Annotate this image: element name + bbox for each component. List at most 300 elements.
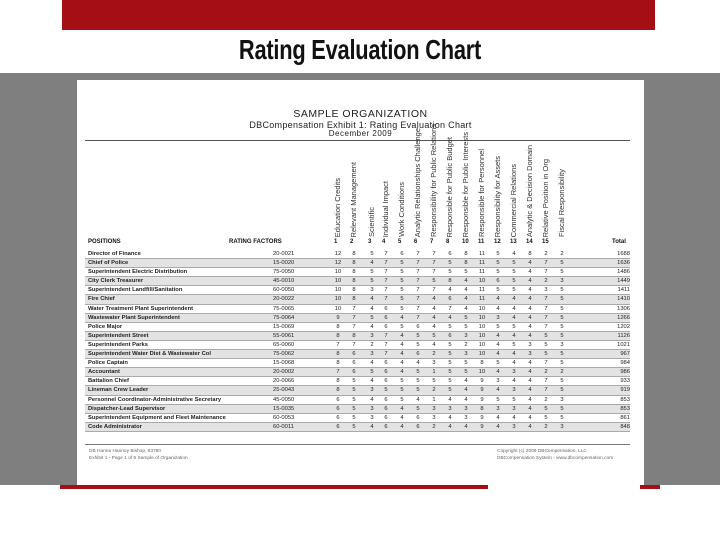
row-total: 853 <box>620 396 630 403</box>
position-code: 15-0035 <box>273 405 295 412</box>
factor-value: 9 <box>480 414 484 421</box>
position-code: 20-0002 <box>273 369 295 376</box>
factor-value: 5 <box>512 269 516 276</box>
factor-value: 5 <box>512 323 516 330</box>
factor-value: 8 <box>464 251 468 257</box>
factor-value: 4 <box>512 305 516 312</box>
factor-value: 4 <box>464 305 468 312</box>
factor-value: 4 <box>400 369 404 376</box>
factor-value: 2 <box>464 341 468 348</box>
factor-value: 4 <box>528 323 532 330</box>
factor-value: 6 <box>384 414 388 421</box>
factor-value: 5 <box>352 396 356 403</box>
rating-factors-header: RATING FACTORS <box>229 239 282 245</box>
factor-value: 4 <box>432 323 436 330</box>
factor-value: 4 <box>370 260 374 267</box>
factor-value: 8 <box>480 405 484 412</box>
position-code: 60-0053 <box>273 414 295 421</box>
factor-value: 5 <box>544 414 548 421</box>
factor-value: 8 <box>480 360 484 367</box>
factor-number: 11 <box>478 239 485 245</box>
factor-value: 5 <box>512 278 516 285</box>
factor-value: 5 <box>448 341 452 348</box>
factor-value: 5 <box>560 287 564 294</box>
factor-number: 2 <box>350 239 354 245</box>
factor-value: 4 <box>528 314 532 321</box>
factor-value: 10 <box>334 278 342 285</box>
factor-value: 3 <box>560 278 564 285</box>
factor-value: 5 <box>496 323 500 330</box>
factor-value: 4 <box>464 396 468 403</box>
table-row <box>85 314 630 323</box>
factor-value: 4 <box>528 405 532 412</box>
factor-value: 7 <box>416 260 420 267</box>
factor-value: 5 <box>512 287 516 294</box>
factor-value: 6 <box>336 396 340 403</box>
factor-value: 7 <box>416 269 420 276</box>
factor-value: 2 <box>432 387 436 394</box>
factor-value: 4 <box>528 369 532 376</box>
factor-value: 7 <box>336 341 340 348</box>
factor-value: 4 <box>400 405 404 412</box>
factor-value: 4 <box>528 360 532 367</box>
table-row <box>85 405 630 414</box>
factor-value: 7 <box>384 251 388 257</box>
factor-number: 3 <box>368 239 372 245</box>
factor-value: 4 <box>528 423 532 430</box>
factor-value: 2 <box>432 351 436 358</box>
factor-value: 8 <box>352 278 356 285</box>
factor-label: Relevant Management <box>349 161 358 237</box>
position-name: Personnel Coordinator-Administrative Secretary <box>88 396 222 403</box>
factor-value: 7 <box>384 332 388 339</box>
factor-value: 4 <box>528 269 532 276</box>
factor-value: 8 <box>352 332 356 339</box>
position-code: 15-0020 <box>273 260 295 267</box>
factor-label: Individual Impact <box>381 180 390 237</box>
factor-value: 5 <box>400 323 404 330</box>
row-total: 984 <box>620 360 630 367</box>
factor-value: 3 <box>464 351 468 358</box>
factor-value: 9 <box>480 423 484 430</box>
factor-value: 5 <box>496 396 500 403</box>
factor-value: 9 <box>480 387 484 394</box>
factor-value: 4 <box>370 378 374 385</box>
position-code: 55-0061 <box>273 332 295 339</box>
factor-value: 6 <box>400 251 404 257</box>
factor-value: 6 <box>384 405 388 412</box>
factor-value: 7 <box>416 296 420 303</box>
factor-value: 5 <box>370 278 374 285</box>
factor-value: 12 <box>334 251 342 257</box>
factor-value: 6 <box>336 405 340 412</box>
factor-value: 4 <box>464 278 468 285</box>
factor-value: 4 <box>496 351 500 358</box>
position-code: 15-0069 <box>273 323 295 330</box>
factor-value: 7 <box>432 260 436 267</box>
factor-value: 4 <box>528 378 532 385</box>
factor-value: 5 <box>448 387 452 394</box>
factor-number: 15 <box>542 239 549 245</box>
factor-value: 3 <box>370 414 374 421</box>
factor-value: 5 <box>464 314 468 321</box>
factor-value: 4 <box>496 369 500 376</box>
factor-value: 7 <box>544 378 548 385</box>
factor-value: 4 <box>370 423 374 430</box>
position-code: 45-0010 <box>273 278 295 285</box>
position-name: Superintendent Street <box>88 332 149 339</box>
factor-value: 7 <box>544 360 548 367</box>
factor-value: 4 <box>512 296 516 303</box>
slide-title: Rating Evaluation Chart <box>238 34 482 65</box>
factor-value: 6 <box>336 414 340 421</box>
factor-value: 4 <box>528 287 532 294</box>
table-row <box>85 350 630 359</box>
factor-value: 8 <box>336 332 340 339</box>
factor-value: 5 <box>560 351 564 358</box>
factor-value: 5 <box>448 260 452 267</box>
factor-value: 5 <box>464 323 468 330</box>
factor-value: 5 <box>544 332 548 339</box>
factor-value: 3 <box>496 405 500 412</box>
position-name: Superintendent Electric Distribution <box>88 269 188 276</box>
factor-value: 7 <box>384 341 388 348</box>
factor-value: 5 <box>464 369 468 376</box>
factor-value: 5 <box>416 341 420 348</box>
factor-value: 3 <box>370 351 374 358</box>
factor-value: 4 <box>512 360 516 367</box>
factor-value: 5 <box>352 405 356 412</box>
table-row <box>85 368 630 377</box>
factor-value: 5 <box>496 269 500 276</box>
factor-value: 5 <box>560 314 564 321</box>
factor-value: 6 <box>448 251 452 257</box>
factor-number: 10 <box>462 239 469 245</box>
position-code: 15-0068 <box>273 360 295 367</box>
factor-value: 4 <box>400 351 404 358</box>
factor-value: 3 <box>464 405 468 412</box>
factor-value: 2 <box>544 278 548 285</box>
factor-value: 5 <box>432 278 436 285</box>
factor-value: 8 <box>336 351 340 358</box>
factor-value: 5 <box>370 314 374 321</box>
row-total: 1411 <box>617 287 630 294</box>
factor-value: 6 <box>384 378 388 385</box>
table-row <box>85 305 630 314</box>
row-total: 1449 <box>617 278 630 285</box>
factor-value: 3 <box>432 414 436 421</box>
factor-value: 5 <box>464 269 468 276</box>
factor-value: 8 <box>352 269 356 276</box>
factor-value: 6 <box>384 396 388 403</box>
position-name: Fire Chief <box>88 296 115 303</box>
position-name: Water Treatment Plant Superintendent <box>88 305 194 312</box>
table-row <box>85 323 630 332</box>
factor-value: 10 <box>478 332 486 339</box>
factor-value: 6 <box>416 423 420 430</box>
position-name: Superintendent Landfill/Sanitation <box>88 287 183 294</box>
total-header: Total <box>612 239 626 245</box>
factor-value: 4 <box>400 332 404 339</box>
factor-value: 4 <box>464 423 468 430</box>
position-name: Code Administrator <box>88 423 142 430</box>
factor-value: 3 <box>448 405 452 412</box>
factor-value: 3 <box>560 341 564 348</box>
factor-value: 5 <box>512 396 516 403</box>
factor-value: 7 <box>352 323 356 330</box>
position-name: Police Major <box>88 323 123 330</box>
factor-value: 3 <box>370 387 374 394</box>
factor-label: Analytic Relationships Challenge <box>413 127 422 237</box>
factor-value: 5 <box>496 287 500 294</box>
factor-value: 7 <box>384 296 388 303</box>
factor-value: 5 <box>544 341 548 348</box>
factor-value: 4 <box>528 396 532 403</box>
factor-value: 5 <box>544 405 548 412</box>
factor-value: 3 <box>544 287 548 294</box>
table-row <box>85 268 630 277</box>
factor-value: 7 <box>384 260 388 267</box>
factor-number: 8 <box>446 239 450 245</box>
factor-value: 3 <box>560 396 564 403</box>
factor-value: 4 <box>370 323 374 330</box>
row-total: 1266 <box>617 314 630 321</box>
factor-value: 8 <box>352 287 356 294</box>
positions-header: POSITIONS <box>88 239 121 245</box>
factor-value: 4 <box>496 414 500 421</box>
factor-number: 13 <box>510 239 517 245</box>
factor-number: 4 <box>382 239 386 245</box>
factor-value: 7 <box>544 305 548 312</box>
factor-value: 7 <box>544 323 548 330</box>
factor-value: 6 <box>384 314 388 321</box>
factor-value: 5 <box>416 405 420 412</box>
position-name: Accountant <box>88 369 120 376</box>
factor-value: 4 <box>464 387 468 394</box>
row-total: 848 <box>620 423 630 430</box>
factor-value: 3 <box>512 369 516 376</box>
factor-value: 4 <box>448 414 452 421</box>
factor-value: 5 <box>496 360 500 367</box>
factor-value: 5 <box>448 323 452 330</box>
factor-value: 8 <box>336 360 340 367</box>
factor-value: 4 <box>496 332 500 339</box>
factor-label: Responsible for Public Interests <box>461 131 470 237</box>
factor-value: 4 <box>528 260 532 267</box>
factor-value: 4 <box>400 414 404 421</box>
factor-value: 7 <box>416 251 420 257</box>
factor-value: 4 <box>370 360 374 367</box>
factor-number: 5 <box>398 239 402 245</box>
factor-label: Relative Position in Org <box>541 158 550 237</box>
factor-value: 2 <box>432 423 436 430</box>
factor-value: 3 <box>432 405 436 412</box>
bottom-white-block <box>488 484 640 512</box>
position-name: Police Captain <box>88 360 128 367</box>
factor-value: 5 <box>512 260 516 267</box>
factor-value: 11 <box>478 260 486 267</box>
table-row <box>85 396 630 405</box>
factor-value: 4 <box>512 332 516 339</box>
position-name: Dispatcher-Lead Supervisor <box>88 405 166 412</box>
factor-value: 4 <box>512 314 516 321</box>
footer-left: DB Hanna Hannoy Bishop, 63780 Exhibit 1 - Page 1 of 6 Sample of Organization <box>89 449 188 461</box>
factor-value: 11 <box>478 296 486 303</box>
factor-value: 5 <box>370 251 374 257</box>
factor-value: 6 <box>352 369 356 376</box>
row-total: 853 <box>620 405 630 412</box>
factor-number: 6 <box>414 239 418 245</box>
factor-value: 11 <box>478 269 486 276</box>
factor-value: 10 <box>334 287 342 294</box>
factor-value: 10 <box>334 305 342 312</box>
factor-value: 4 <box>528 296 532 303</box>
position-name: Superintendent Equipment and Fleet Maintenance <box>88 414 226 421</box>
factor-value: 7 <box>544 260 548 267</box>
table-row <box>85 386 630 395</box>
position-code: 45-0050 <box>273 396 295 403</box>
factor-value: 8 <box>464 260 468 267</box>
factor-value: 9 <box>336 314 340 321</box>
factor-value: 6 <box>384 305 388 312</box>
table-row <box>85 341 630 350</box>
factor-value: 5 <box>560 405 564 412</box>
factor-value: 6 <box>352 351 356 358</box>
factor-value: 6 <box>352 360 356 367</box>
position-code: 60-0050 <box>273 287 295 294</box>
factor-value: 8 <box>352 260 356 267</box>
factor-value: 8 <box>336 378 340 385</box>
factor-value: 2 <box>544 369 548 376</box>
row-total: 1126 <box>617 332 630 339</box>
doc-subtitle: DBCompensation Exhibit 1: Rating Evaluation Chart <box>249 120 472 130</box>
factor-label: Commercial Relations <box>509 163 518 237</box>
factor-value: 4 <box>400 360 404 367</box>
factor-value: 6 <box>416 414 420 421</box>
factor-value: 4 <box>448 423 452 430</box>
position-name: City Clerk Treasurer <box>88 278 144 285</box>
factor-label: Scientific <box>367 206 376 237</box>
factor-value: 4 <box>400 341 404 348</box>
row-total: 986 <box>620 369 630 376</box>
factor-value: 10 <box>478 314 486 321</box>
factor-value: 6 <box>384 323 388 330</box>
factor-value: 3 <box>370 332 374 339</box>
factor-value: 4 <box>370 296 374 303</box>
row-total: 919 <box>620 387 630 394</box>
factor-value: 1 <box>432 396 436 403</box>
position-code: 20-0021 <box>273 251 295 257</box>
factor-value: 4 <box>512 351 516 358</box>
factor-value: 4 <box>528 278 532 285</box>
factor-value: 3 <box>432 360 436 367</box>
factor-value: 7 <box>384 351 388 358</box>
factor-value: 7 <box>384 269 388 276</box>
table-row <box>85 259 630 268</box>
factor-value: 4 <box>528 387 532 394</box>
factor-value: 5 <box>448 269 452 276</box>
factor-value: 5 <box>448 360 452 367</box>
position-name: Superintendent Water Dist & Wastewater Col <box>88 351 211 358</box>
position-code: 20-0066 <box>273 378 295 385</box>
position-code: 20-0022 <box>273 296 295 303</box>
factor-value: 10 <box>478 341 486 348</box>
factor-value: 4 <box>370 305 374 312</box>
factor-value: 5 <box>384 387 388 394</box>
factor-value: 5 <box>400 260 404 267</box>
factor-value: 8 <box>336 387 340 394</box>
factor-value: 3 <box>496 378 500 385</box>
factor-value: 7 <box>432 251 436 257</box>
top-accent-bar <box>62 0 655 30</box>
factor-value: 4 <box>448 314 452 321</box>
factor-value: 4 <box>464 296 468 303</box>
factor-value: 2 <box>560 251 564 257</box>
factor-value: 3 <box>464 332 468 339</box>
factor-value: 7 <box>352 305 356 312</box>
factor-value: 7 <box>544 314 548 321</box>
factor-value: 4 <box>496 305 500 312</box>
factor-value: 5 <box>352 378 356 385</box>
factor-value: 7 <box>416 305 420 312</box>
factor-value: 5 <box>496 251 500 257</box>
factor-value: 6 <box>448 332 452 339</box>
factor-value: 5 <box>464 360 468 367</box>
factor-value: 7 <box>384 287 388 294</box>
table-row <box>85 359 630 368</box>
table-row <box>85 250 630 259</box>
doc-date: December 2009 <box>328 129 393 138</box>
factor-value: 7 <box>352 314 356 321</box>
factor-value: 10 <box>334 269 342 276</box>
table-row <box>85 377 630 386</box>
factor-label: Responsible for Public Budget <box>445 136 454 237</box>
factor-value: 7 <box>416 287 420 294</box>
factor-value: 4 <box>496 296 500 303</box>
factor-value: 4 <box>464 287 468 294</box>
factor-value: 3 <box>370 287 374 294</box>
factor-value: 5 <box>560 323 564 330</box>
org-name: SAMPLE ORGANIZATION <box>293 108 428 120</box>
factor-value: 7 <box>432 287 436 294</box>
factor-value: 2 <box>544 396 548 403</box>
footer-divider <box>85 444 630 445</box>
table-row <box>85 286 630 295</box>
factor-value: 5 <box>544 351 548 358</box>
factor-value: 5 <box>400 287 404 294</box>
factor-value: 7 <box>336 369 340 376</box>
factor-value: 11 <box>478 287 486 294</box>
factor-value: 4 <box>512 378 516 385</box>
factor-value: 7 <box>544 269 548 276</box>
factor-value: 4 <box>416 396 420 403</box>
factor-value: 5 <box>560 414 564 421</box>
factor-value: 6 <box>416 351 420 358</box>
position-name: Chief of Police <box>88 260 129 267</box>
factor-number: 12 <box>494 239 501 245</box>
factor-value: 5 <box>400 396 404 403</box>
row-total: 1410 <box>617 296 630 303</box>
factor-value: 3 <box>528 341 532 348</box>
row-total: 861 <box>620 414 630 421</box>
factor-value: 4 <box>528 414 532 421</box>
factor-value: 7 <box>432 269 436 276</box>
factor-value: 5 <box>496 260 500 267</box>
factor-value: 4 <box>432 296 436 303</box>
factor-value: 9 <box>480 378 484 385</box>
factor-value: 8 <box>336 323 340 330</box>
row-total: 1688 <box>617 251 630 257</box>
